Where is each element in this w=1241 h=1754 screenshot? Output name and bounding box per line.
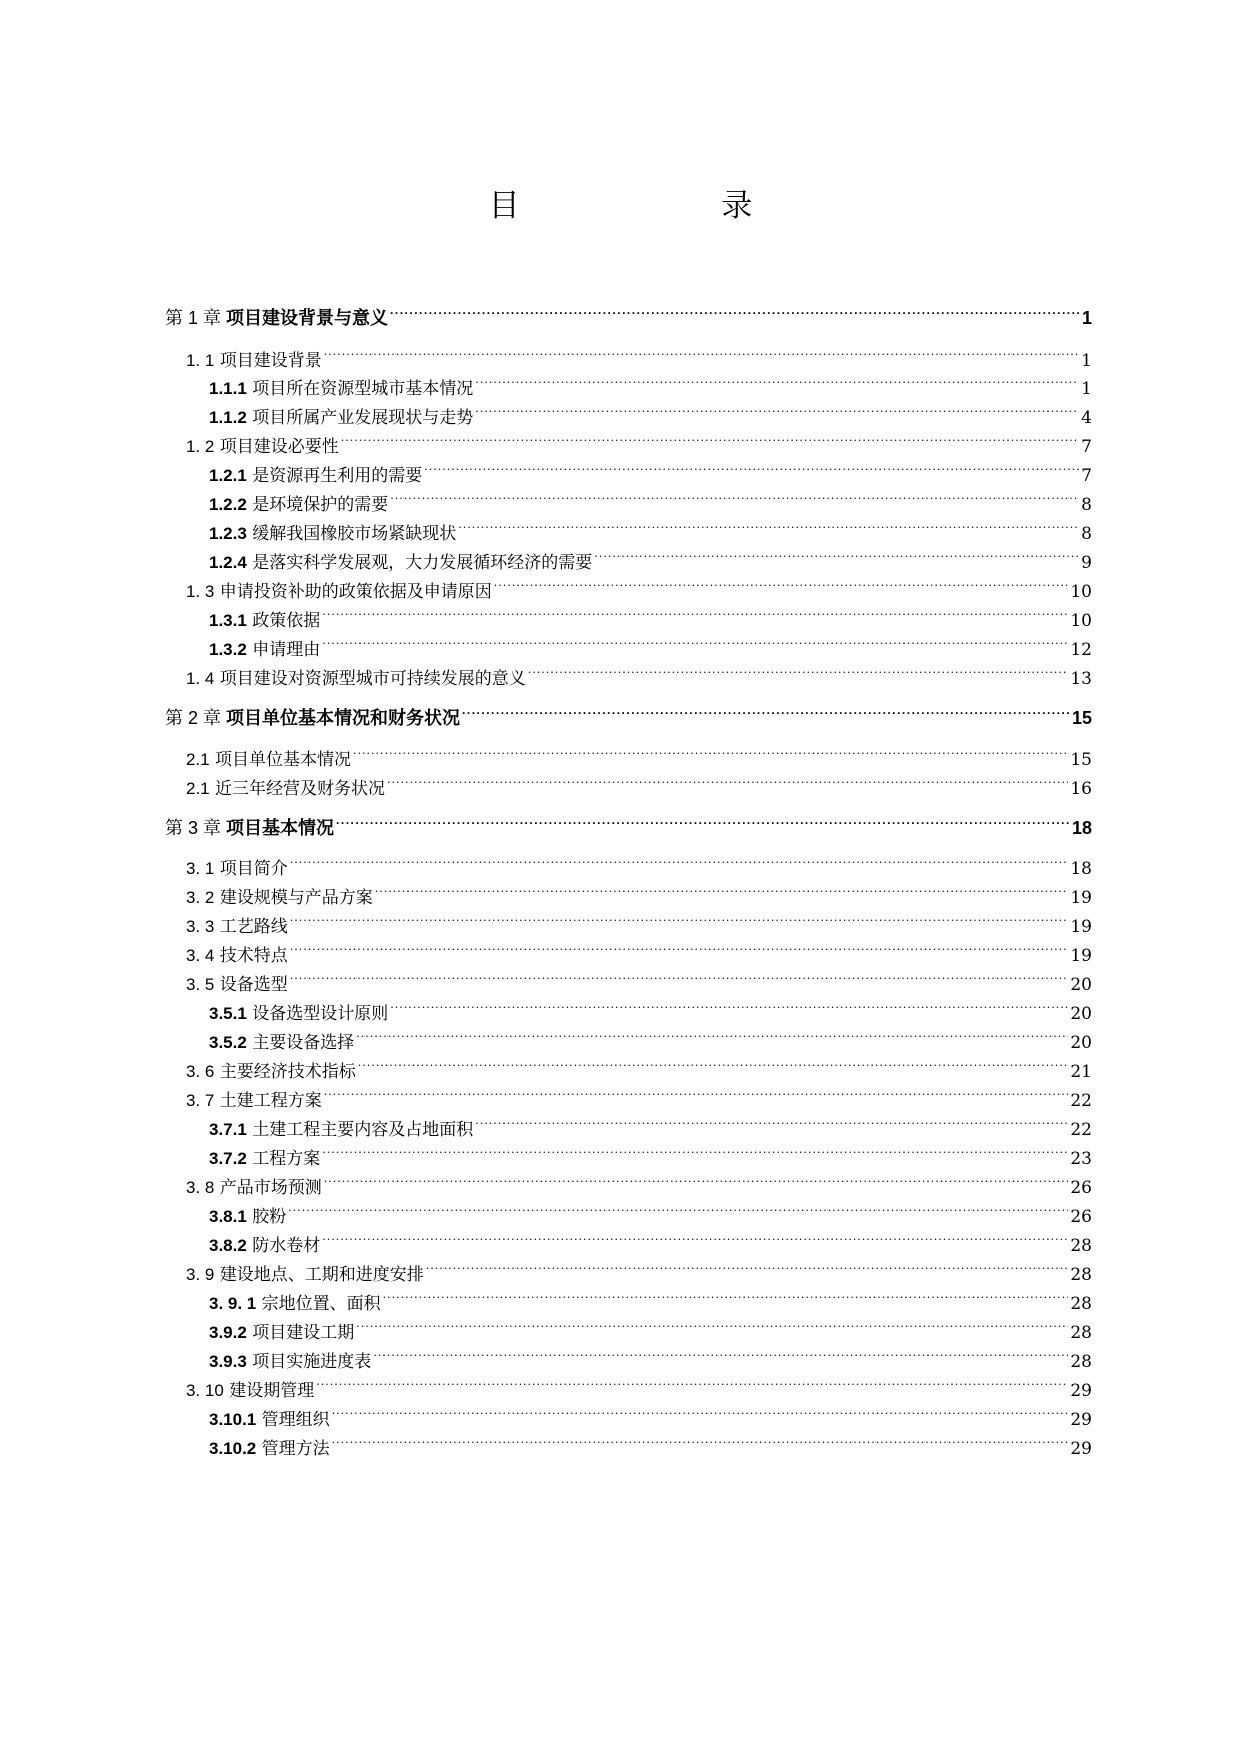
toc-entry-text: 项目实施进度表	[252, 1352, 372, 1372]
toc-entry-page-number: 15	[1070, 750, 1092, 770]
toc-entry-page-number: 18	[1070, 859, 1092, 879]
toc-entry-page-number: 28	[1070, 1265, 1092, 1285]
toc-entry-level-2[interactable]	[186, 962, 1092, 995]
toc-entry-number: 第 3 章	[165, 818, 222, 838]
dot-leader	[290, 846, 1069, 874]
toc-entry-text: 主要设备选择	[252, 1033, 355, 1053]
toc-entry-number: 1. 2	[186, 437, 215, 456]
toc-entry-text: 近三年经营及财务状况	[215, 779, 386, 799]
toc-entry-number: 1.1.2	[209, 408, 247, 427]
dot-leader	[358, 1049, 1069, 1077]
toc-entry-text: 是落实科学发展观，大力发展循环经济的需要	[252, 553, 593, 573]
toc-entry-level-2[interactable]	[186, 737, 1092, 770]
toc-entry-level-3[interactable]	[209, 1194, 1092, 1227]
toc-entry-number: 3.8.1	[209, 1207, 247, 1226]
toc-entry-text: 项目建设必要性	[219, 437, 339, 457]
toc-entry-level-3[interactable]	[209, 1339, 1092, 1372]
toc-entry-level-3[interactable]	[209, 598, 1092, 631]
toc-entry-label	[186, 665, 526, 693]
toc-entry-page-number: 1	[1081, 308, 1092, 328]
toc-entry-page-number: 19	[1070, 888, 1092, 908]
toc-entry-text: 设备选型	[219, 975, 288, 995]
toc-entry-text: 土建工程主要内容及占地面积	[252, 1120, 474, 1140]
toc-entry-text: 主要经济技术指标	[219, 1062, 356, 1082]
toc-entry-number: 1. 1	[186, 351, 215, 370]
dot-leader	[324, 338, 1079, 366]
toc-entry-text: 项目建设背景与意义	[226, 308, 389, 328]
toc-entry-number: 1.2.4	[209, 553, 247, 572]
toc-entry-page-number: 18	[1071, 818, 1092, 838]
toc-entry-text: 产品市场预测	[219, 1178, 322, 1198]
toc-entry-number: 3. 6	[186, 1062, 215, 1081]
toc-entry-number: 3.9.3	[209, 1352, 247, 1371]
toc-title: 目 录	[488, 188, 849, 224]
dot-leader	[332, 1397, 1069, 1425]
toc-entry-number: 3.5.1	[209, 1004, 247, 1023]
dot-leader	[290, 962, 1069, 990]
toc-entry-text: 申请投资补助的政策依据及申请原因	[219, 582, 492, 602]
toc-entry-number: 3.7.1	[209, 1120, 247, 1139]
toc-entry-text: 项目所在资源型城市基本情况	[252, 379, 474, 399]
toc-entry-number: 3. 2	[186, 888, 215, 907]
toc-entry-text: 缓解我国橡胶市场紧缺现状	[252, 524, 457, 544]
toc-entry-page-number: 1	[1081, 351, 1092, 371]
toc-entry-text: 项目建设工期	[252, 1323, 355, 1343]
toc-entry-number: 3. 7	[186, 1091, 215, 1110]
toc-entry-page-number: 20	[1070, 1004, 1092, 1024]
dot-leader	[387, 766, 1068, 794]
toc-entry-page-number: 16	[1070, 779, 1092, 799]
toc-entry-level-3[interactable]	[209, 540, 1092, 573]
toc-entry-page-number: 1	[1081, 379, 1092, 399]
toc-entry-page-number: 19	[1070, 946, 1092, 966]
dot-leader	[475, 1107, 1068, 1135]
toc-entry-text: 政策依据	[252, 611, 321, 631]
toc-entry-number: 3. 10	[186, 1381, 224, 1400]
toc-entry-level-2[interactable]	[186, 424, 1092, 457]
toc-entry-level-3[interactable]	[209, 1223, 1092, 1256]
toc-entry-number: 3. 4	[186, 946, 215, 965]
toc-entry-text: 工程方案	[252, 1149, 321, 1169]
toc-entry-level-2[interactable]	[186, 933, 1092, 966]
toc-entry-level-3[interactable]	[209, 482, 1092, 515]
toc-entry-text: 建设期管理	[229, 1381, 315, 1401]
toc-entry-page-number: 21	[1070, 1062, 1092, 1082]
dot-leader	[324, 1078, 1069, 1106]
toc-entry-level-3[interactable]	[209, 453, 1092, 486]
toc-entry-text: 是资源再生利用的需要	[252, 466, 423, 486]
toc-entry-page-number: 20	[1070, 1033, 1092, 1053]
toc-entry-page-number: 7	[1081, 466, 1092, 486]
toc-entry-number: 2.1	[186, 779, 210, 798]
toc-entry-page-number: 8	[1081, 524, 1092, 544]
toc-entry-number: 1.3.1	[209, 611, 247, 630]
toc-entry-label	[209, 1435, 330, 1463]
toc-entry-level-1[interactable]	[165, 696, 1092, 728]
toc-entry-level-3[interactable]	[209, 627, 1092, 660]
toc-entry-level-2[interactable]	[186, 1049, 1092, 1082]
dot-leader	[426, 1252, 1069, 1280]
toc-entry-page-number: 7	[1081, 437, 1092, 457]
toc-entry-page-number: 8	[1081, 495, 1092, 515]
toc-entry-page-number: 28	[1070, 1323, 1092, 1343]
toc-entry-text: 项目简介	[219, 859, 288, 879]
dot-leader	[324, 1165, 1069, 1193]
toc-entry-level-2[interactable]	[186, 1368, 1092, 1401]
dot-leader	[332, 1426, 1069, 1454]
dot-leader	[373, 1339, 1068, 1367]
dot-leader	[336, 806, 1070, 834]
toc-entry-text: 是环境保护的需要	[252, 495, 389, 515]
toc-entry-level-2[interactable]	[186, 766, 1092, 799]
dot-leader	[316, 1368, 1068, 1396]
toc-entry-number: 1.3.2	[209, 640, 247, 659]
toc-entry-level-2[interactable]	[186, 904, 1092, 937]
toc-entry-page-number: 26	[1070, 1207, 1092, 1227]
dot-leader	[353, 737, 1068, 765]
toc-entry-level-3[interactable]	[209, 1281, 1092, 1314]
toc-entry-page-number: 15	[1071, 708, 1092, 728]
dot-leader	[356, 1310, 1068, 1338]
toc-entry-number: 第 2 章	[165, 708, 222, 728]
toc-entry-text: 管理组织	[261, 1410, 330, 1430]
toc-entry-level-3[interactable]	[209, 1020, 1092, 1053]
toc-entry-page-number: 20	[1070, 975, 1092, 995]
toc-entry-text: 技术特点	[219, 946, 288, 966]
dot-leader	[458, 511, 1079, 539]
toc-entry-text: 项目所属产业发展现状与走势	[252, 408, 474, 428]
toc-entry-text: 项目单位基本情况	[215, 750, 352, 770]
toc-entry-text: 工艺路线	[219, 917, 288, 937]
toc-entry-number: 3. 1	[186, 859, 215, 878]
toc-entry-level-3[interactable]	[209, 395, 1092, 428]
dot-leader	[356, 1020, 1068, 1048]
toc-entry-number: 3.10.1	[209, 1410, 257, 1429]
toc-entry-label	[165, 814, 334, 842]
toc-entry-page-number: 10	[1070, 582, 1092, 602]
dot-leader	[322, 598, 1068, 626]
toc-entry-level-2[interactable]	[186, 1165, 1092, 1198]
dot-leader	[322, 1136, 1068, 1164]
toc-entry-level-3[interactable]	[209, 991, 1092, 1024]
dot-leader	[594, 540, 1079, 568]
toc-entry-page-number: 23	[1070, 1149, 1092, 1169]
toc-entry-level-3[interactable]	[209, 1136, 1092, 1169]
toc-entry-number: 3. 3	[186, 917, 215, 936]
toc-entry-page-number: 10	[1070, 611, 1092, 631]
toc-entry-page-number: 29	[1070, 1381, 1092, 1401]
toc-entry-number: 1. 4	[186, 669, 215, 688]
dot-leader	[390, 991, 1068, 1019]
dot-leader	[383, 1281, 1069, 1309]
dot-leader	[322, 627, 1068, 655]
toc-entry-page-number: 29	[1070, 1439, 1092, 1459]
toc-entry-level-3[interactable]	[209, 511, 1092, 544]
toc-entry-page-number: 9	[1081, 553, 1092, 573]
toc-entry-number: 3.10.2	[209, 1439, 257, 1458]
toc-entry-number: 1.2.1	[209, 466, 247, 485]
toc-entry-level-2[interactable]	[186, 338, 1092, 371]
dot-leader	[462, 696, 1070, 724]
dot-leader	[390, 296, 1080, 324]
toc-entry-page-number: 22	[1070, 1091, 1092, 1111]
toc-entry-page-number: 4	[1081, 408, 1092, 428]
toc-entry-text: 宗地位置、面积	[261, 1294, 381, 1314]
toc-entry-text: 防水卷材	[252, 1236, 321, 1256]
toc-entry-page-number: 28	[1070, 1352, 1092, 1372]
toc-entry-label	[165, 304, 388, 332]
toc-entry-page-number: 12	[1070, 640, 1092, 660]
toc-entry-text: 土建工程方案	[219, 1091, 322, 1111]
toc-entry-level-2[interactable]	[186, 846, 1092, 879]
dot-leader	[528, 656, 1069, 684]
toc-entry-number: 3. 8	[186, 1178, 215, 1197]
dot-leader	[390, 482, 1079, 510]
dot-leader	[475, 366, 1079, 394]
dot-leader	[322, 1223, 1068, 1251]
toc-entry-level-3[interactable]	[209, 1310, 1092, 1343]
toc-entry-level-2[interactable]	[186, 875, 1092, 908]
toc-entry-number: 1.2.2	[209, 495, 247, 514]
dot-leader	[475, 395, 1079, 423]
dot-leader	[290, 933, 1069, 961]
toc-entry-page-number: 29	[1070, 1410, 1092, 1430]
dot-leader	[290, 904, 1069, 932]
toc-entry-label	[165, 704, 460, 732]
toc-entry-number: 1. 3	[186, 582, 215, 601]
dot-leader	[424, 453, 1079, 481]
dot-leader	[341, 424, 1079, 452]
toc-entry-text: 设备选型设计原则	[252, 1004, 389, 1024]
toc-entry-text: 建设地点、工期和进度安排	[219, 1265, 424, 1285]
toc-entry-level-3[interactable]	[209, 1397, 1092, 1430]
toc-entry-number: 1.1.1	[209, 379, 247, 398]
toc-entry-text: 项目建设对资源型城市可持续发展的意义	[219, 669, 526, 689]
toc-entry-level-2[interactable]	[186, 1078, 1092, 1111]
toc-entry-level-3[interactable]	[209, 1107, 1092, 1140]
toc-entry-number: 3. 5	[186, 975, 215, 994]
toc-entry-page-number: 13	[1070, 669, 1092, 689]
toc-entry-page-number: 19	[1070, 917, 1092, 937]
toc-entry-label	[186, 775, 385, 803]
toc-entry-page-number: 28	[1070, 1236, 1092, 1256]
toc-entry-level-3[interactable]	[209, 1426, 1092, 1459]
toc-entry-level-2[interactable]	[186, 656, 1092, 689]
dot-leader	[288, 1194, 1068, 1222]
toc-entry-level-1[interactable]	[165, 806, 1092, 838]
toc-entry-level-3[interactable]	[209, 366, 1092, 399]
toc-entry-page-number: 22	[1070, 1120, 1092, 1140]
toc-entry-level-2[interactable]	[186, 569, 1092, 602]
toc-entry-number: 3. 9	[186, 1265, 215, 1284]
dot-leader	[375, 875, 1069, 903]
toc-entry-level-2[interactable]	[186, 1252, 1092, 1285]
toc-entry-number: 第 1 章	[165, 308, 222, 328]
dot-leader	[494, 569, 1069, 597]
toc-entry-level-1[interactable]	[165, 296, 1092, 328]
toc-entry-number: 3.9.2	[209, 1323, 247, 1342]
toc-entry-text: 申请理由	[252, 640, 321, 660]
toc-entry-text: 管理方法	[261, 1439, 330, 1459]
toc-entry-number: 3. 9. 1	[209, 1294, 257, 1313]
toc-entry-text: 胶粉	[252, 1207, 287, 1227]
toc-entry-number: 2.1	[186, 750, 210, 769]
toc-entry-page-number: 28	[1070, 1294, 1092, 1314]
toc-entry-page-number: 26	[1070, 1178, 1092, 1198]
toc-entry-text: 项目建设背景	[219, 351, 322, 371]
toc-entry-number: 3.8.2	[209, 1236, 247, 1255]
toc-entry-number: 3.7.2	[209, 1149, 247, 1168]
toc-entry-number: 1.2.3	[209, 524, 247, 543]
toc-entry-text: 建设规模与产品方案	[219, 888, 373, 908]
toc-entry-text: 项目基本情况	[226, 818, 335, 838]
toc-entry-number: 3.5.2	[209, 1033, 247, 1052]
toc-entry-text: 项目单位基本情况和财务状况	[226, 708, 461, 728]
